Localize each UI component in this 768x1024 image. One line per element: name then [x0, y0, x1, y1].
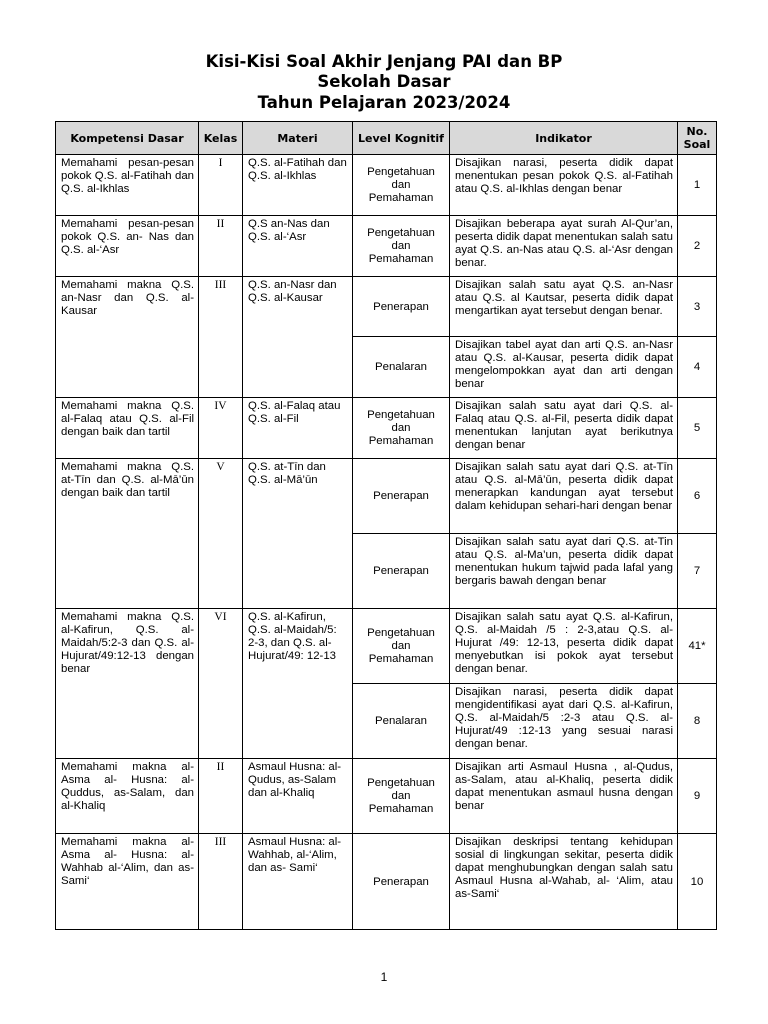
document-title: Kisi-Kisi Soal Akhir Jenjang PAI dan BP: [205, 52, 563, 71]
table-row: [56, 277, 717, 337]
table-row: [56, 459, 717, 534]
materi-cell: Asmaul Husna: al-Qudus, as-Salam dan al-Khaliq: [243, 759, 353, 834]
kelas-cell: I: [199, 155, 243, 216]
no-soal-cell: 9: [678, 759, 717, 834]
header-no-line2: Soal: [683, 138, 711, 151]
no-soal-cell: 8: [678, 684, 717, 759]
level-kognitif-cell: Penalaran: [353, 337, 450, 398]
no-soal-cell: 10: [678, 834, 717, 930]
page-number: 1: [380, 970, 388, 984]
header-materi: Materi: [243, 122, 353, 155]
kisi-kisi-table: [55, 121, 717, 930]
table-row: [56, 155, 717, 216]
materi-cell: Q.S. al-Fatihah dan Q.S. al-Ikhlas: [243, 155, 353, 216]
header-no-soal: [678, 122, 717, 155]
indikator-cell: Disajikan salah satu ayat Q.S. an-Nasr atau Q.S. al Kautsar, peserta didik dapat mengartikan ayat tersebut dengan benar.: [450, 277, 678, 337]
kompetensi-dasar-cell: Memahami pesan-pesan pokok Q.S. al-Fatihah dan Q.S. al-Ikhlas: [56, 155, 199, 216]
indikator-cell: Disajikan salah satu ayat dari Q.S. at-Tin atau Q.S. al-Ma’un, peserta didik dapat menentukan hukum tajwid pada lafal yang bergaris bawah dengan benar: [450, 534, 678, 609]
indikator-cell: Disajikan salah satu ayat dari Q.S. al-Falaq atau Q.S. al-Fil, peserta didik dapat menentukan lanjutan ayat berikutnya dengan benar: [450, 398, 678, 459]
indikator-cell: Disajikan arti Asmaul Husna , al-Qudus, as-Salam, atau al-Khaliq, peserta didik dapat menentukan asmaul husna dengan benar: [450, 759, 678, 834]
materi-cell: Q.S. an-Nasr dan Q.S. al-Kausar: [243, 277, 353, 398]
kompetensi-dasar-cell: Memahami makna al-Asma al- Husna: al-Quddus, as-Salam, dan al-Khaliq: [56, 759, 199, 834]
indikator-cell: Disajikan salah satu ayat dari Q.S. at-Tīn atau Q.S. al-Mā’ūn, peserta didik dapat menerapkan kandungan ayat tersebut dalam kehidupan sehari-hari dengan benar: [450, 459, 678, 534]
kompetensi-dasar-cell: Memahami makna Q.S. al-Kafirun, Q.S. al-Maidah/5:2-3 dan Q.S. al-Hujurat/49:12-13 dengan benar: [56, 609, 199, 759]
no-soal-cell: 1: [678, 155, 717, 216]
materi-cell: Q.S an-Nas dan Q.S. al-‘Asr: [243, 216, 353, 277]
level-kognitif-cell: Pengetahuan dan Pemahaman: [353, 216, 450, 277]
kompetensi-dasar-cell: Memahami makna al-Asma al- Husna: al-Wahhab al-‘Alim, dan as-Sami‘: [56, 834, 199, 930]
header-indikator: Indikator: [450, 122, 678, 155]
document-subtitle-school: Sekolah Dasar: [317, 72, 451, 91]
table-row: [56, 609, 717, 684]
level-kognitif-cell: Penalaran: [353, 684, 450, 759]
no-soal-cell: 7: [678, 534, 717, 609]
no-soal-cell: 6: [678, 459, 717, 534]
indikator-cell: Disajikan deskripsi tentang kehidupan sosial di lingkungan sekitar, peserta didik dapat menghubungkan dengan salah satu Asmaul Husna al-Wahab, al- ‘Alim, atau as-Sami‘: [450, 834, 678, 930]
kelas-cell: IV: [199, 398, 243, 459]
materi-cell: Q.S. al-Kafirun, Q.S. al-Maidah/5: 2-3, dan Q.S. al-Hujurat/49: 12-13: [243, 609, 353, 759]
header-level-kognitif: Level Kognitif: [353, 122, 450, 155]
header-kompetensi-dasar: Kompetensi Dasar: [56, 122, 199, 155]
level-kognitif-cell: Penerapan: [353, 534, 450, 609]
kelas-cell: II: [199, 759, 243, 834]
kelas-cell: II: [199, 216, 243, 277]
kelas-cell: III: [199, 277, 243, 398]
kelas-cell: VI: [199, 609, 243, 759]
kompetensi-dasar-cell: Memahami pesan-pesan pokok Q.S. an- Nas dan Q.S. al-‘Asr: [56, 216, 199, 277]
kelas-cell: V: [199, 459, 243, 609]
level-kognitif-cell: Penerapan: [353, 459, 450, 534]
indikator-cell: Disajikan narasi, peserta didik dapat menentukan pesan pokok Q.S. al-Fatihah atau Q.S. al-Ikhlas dengan benar: [450, 155, 678, 216]
table-row: [56, 216, 717, 277]
kompetensi-dasar-cell: Memahami makna Q.S. al-Falaq atau Q.S. al-Fil dengan baik dan tartil: [56, 398, 199, 459]
no-soal-cell: 41*: [678, 609, 717, 684]
table-row: [56, 398, 717, 459]
materi-cell: Asmaul Husna: al- Wahhab, al-‘Alim, dan as- Sami‘: [243, 834, 353, 930]
materi-cell: Q.S. at-Tīn dan Q.S. al-Mā’ūn: [243, 459, 353, 609]
level-kognitif-cell: Pengetahuan dan Pemahaman: [353, 398, 450, 459]
indikator-cell: Disajikan salah satu ayat Q.S. al-Kafirun, Q.S. al-Maidah /5 : 2-3,atau Q.S. al-Hujurat /49: 12-13, peserta didik dapat menyebutkan isi pokok ayat tersebut dengan benar.: [450, 609, 678, 684]
kompetensi-dasar-cell: Memahami makna Q.S. an-Nasr dan Q.S. al- Kausar: [56, 277, 199, 398]
document-subtitle-year: Tahun Pelajaran 2023/2024: [257, 93, 511, 112]
table-row: [56, 834, 717, 930]
indikator-cell: Disajikan narasi, peserta didik dapat mengidentifikasi ayat dari Q.S. al-Kafirun, Q.S. al-Maidah/5 :2-3 atau Q.S. al-Hujurat/49 :12-13 yang sesuai narasi dengan benar.: [450, 684, 678, 759]
indikator-cell: Disajikan tabel ayat dan arti Q.S. an-Nasr atau Q.S. al-Kausar, peserta didik dapat mengelompokkan ayat dan arti dengan benar: [450, 337, 678, 398]
no-soal-cell: 2: [678, 216, 717, 277]
no-soal-cell: 3: [678, 277, 717, 337]
no-soal-cell: 4: [678, 337, 717, 398]
indikator-cell: Disajikan beberapa ayat surah Al-Qur’an, peserta didik dapat menentukan salah satu ayat Q.S. an-Nas atau Q.S. al-‘Asr dengan benar.: [450, 216, 678, 277]
materi-cell: Q.S. al-Falaq atau Q.S. al-Fil: [243, 398, 353, 459]
level-kognitif-cell: Pengetahuan dan Pemahaman: [353, 609, 450, 684]
kelas-cell: III: [199, 834, 243, 930]
header-no-line1: No.: [686, 125, 708, 138]
level-kognitif-cell: Pengetahuan dan Pemahaman: [353, 759, 450, 834]
table-row: [56, 759, 717, 834]
level-kognitif-cell: Pengetahuan dan Pemahaman: [353, 155, 450, 216]
header-kelas: Kelas: [199, 122, 243, 155]
table-header-row: [56, 122, 717, 155]
no-soal-cell: 5: [678, 398, 717, 459]
kompetensi-dasar-cell: Memahami makna Q.S. at-Tīn dan Q.S. al-Mā’ūn dengan baik dan tartil: [56, 459, 199, 609]
level-kognitif-cell: Penerapan: [353, 834, 450, 930]
level-kognitif-cell: Penerapan: [353, 277, 450, 337]
